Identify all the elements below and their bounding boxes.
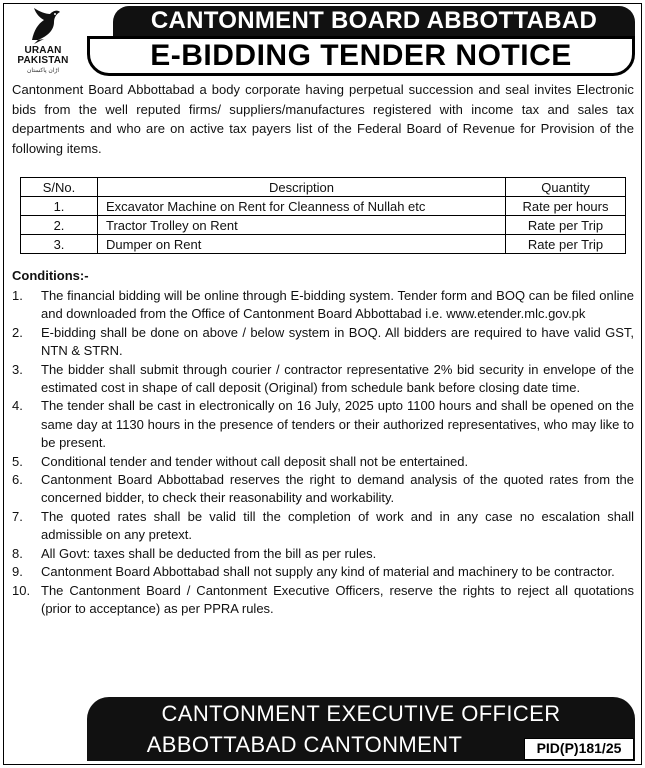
intro-paragraph: Cantonment Board Abbottabad a body corporate having perpetual succession and seal invites Electronic bids from the well reputed firms/ suppliers/manufactures registered with income tax and sales tax departments and who are on active tax payers list of the Federal Board of Revenue for Provision of the following items. [12, 82, 634, 156]
condition-number: 4. [12, 398, 23, 414]
condition-text: The quoted rates shall be valid till the completion of work and in any case no escalation shall admissible on any pretext. [41, 508, 634, 543]
condition-number: 2. [12, 324, 23, 340]
list-item [12, 582, 634, 619]
footer-officer-title: CANTONMENT EXECUTIVE OFFICER [161, 701, 561, 726]
list-item [12, 397, 634, 452]
list-item [12, 287, 634, 324]
cell-sno: 3. [21, 235, 98, 254]
condition-number: 6. [12, 472, 23, 488]
list-item [12, 361, 634, 398]
condition-text: All Govt: taxes shall be deducted from the bill as per rules. [41, 545, 377, 561]
condition-text: The Cantonment Board / Cantonment Executive Officers, reserve the rights to reject all quotations (prior to acceptance) as per PPRA rules. [41, 582, 634, 616]
cell-description: Excavator Machine on Rent for Cleanness of Nullah etc [98, 197, 506, 216]
condition-number: 8. [12, 545, 23, 561]
board-title: CANTONMENT BOARD ABBOTTABAD [113, 6, 635, 36]
logo-text-pakistan: PAKISTAN [17, 55, 69, 66]
logo-text-uraan: URAAN [24, 45, 62, 56]
cell-quantity: Rate per Trip [506, 235, 626, 254]
condition-number: 10. [12, 582, 31, 598]
cell-quantity: Rate per hours [506, 197, 626, 216]
table-row [21, 216, 626, 235]
pid-number: PID(P)181/25 [524, 738, 634, 760]
footer-cantonment-name: ABBOTTABAD CANTONMENT [146, 732, 463, 757]
cell-description: Tractor Trolley on Rent [98, 216, 506, 235]
condition-number: 3. [12, 361, 23, 377]
header-quantity: Quantity [506, 178, 626, 197]
condition-number: 1. [12, 288, 23, 303]
list-item [12, 563, 634, 581]
condition-text: Conditional tender and tender without call deposit shall not be entertained. [41, 453, 469, 469]
cell-sno: 1. [21, 197, 98, 216]
list-item [12, 324, 634, 361]
condition-text: E-bidding shall be done on above / below system in BOQ. All bidders are required to have valid GST, NTN & STRN. [41, 324, 634, 359]
condition-text: The tender shall be cast in electronically on 16 July, 2025 upto 1100 hours and shall be opened on the same day at 1130 hours in the presence of tenders or their authorized representatives, who may like to be present. [41, 398, 634, 451]
cell-description: Dumper on Rent [98, 235, 506, 254]
items-table [20, 177, 626, 254]
table-header-row [21, 178, 626, 197]
list-item [12, 471, 634, 508]
logo-text-urdu: اڑان پاکستان [26, 68, 60, 74]
conditions-heading: Conditions:- [12, 268, 89, 283]
header-description: Description [98, 178, 506, 197]
header-sno: S/No. [21, 178, 98, 197]
table-row [21, 235, 626, 254]
cell-quantity: Rate per Trip [506, 216, 626, 235]
cell-sno: 2. [21, 216, 98, 235]
condition-text: Cantonment Board Abbottabad shall not supply any kind of material and machinery to be contractor. [41, 564, 615, 580]
list-item [12, 453, 634, 471]
uraan-pakistan-logo [8, 6, 78, 88]
condition-number: 7. [12, 508, 23, 524]
list-item [12, 545, 634, 563]
condition-number: 5. [12, 453, 23, 469]
condition-text: The financial bidding will be online through E-bidding system. Tender form and BOQ can be filed online and downloaded from the Office of Cantonment Board Abbottabad i.e. www.etender.mlc.gov.pk [41, 288, 634, 322]
condition-text: Cantonment Board Abbottabad reserves the right to demand analysis of the quoted rates from the concerned bidder, to check their reasonability and workability. [41, 472, 634, 506]
notice-title: E-BIDDING TENDER NOTICE [87, 36, 635, 76]
condition-text: The bidder shall submit through courier / contractor representative 2% bid security in envelope of the estimated cost in shape of call deposit (Original) from schedule bank before closing date time. [41, 361, 634, 396]
list-item [12, 508, 634, 545]
conditions-list [12, 287, 634, 618]
condition-number: 9. [12, 564, 23, 580]
table-row [21, 197, 626, 216]
falcon-logo-icon [24, 6, 62, 46]
